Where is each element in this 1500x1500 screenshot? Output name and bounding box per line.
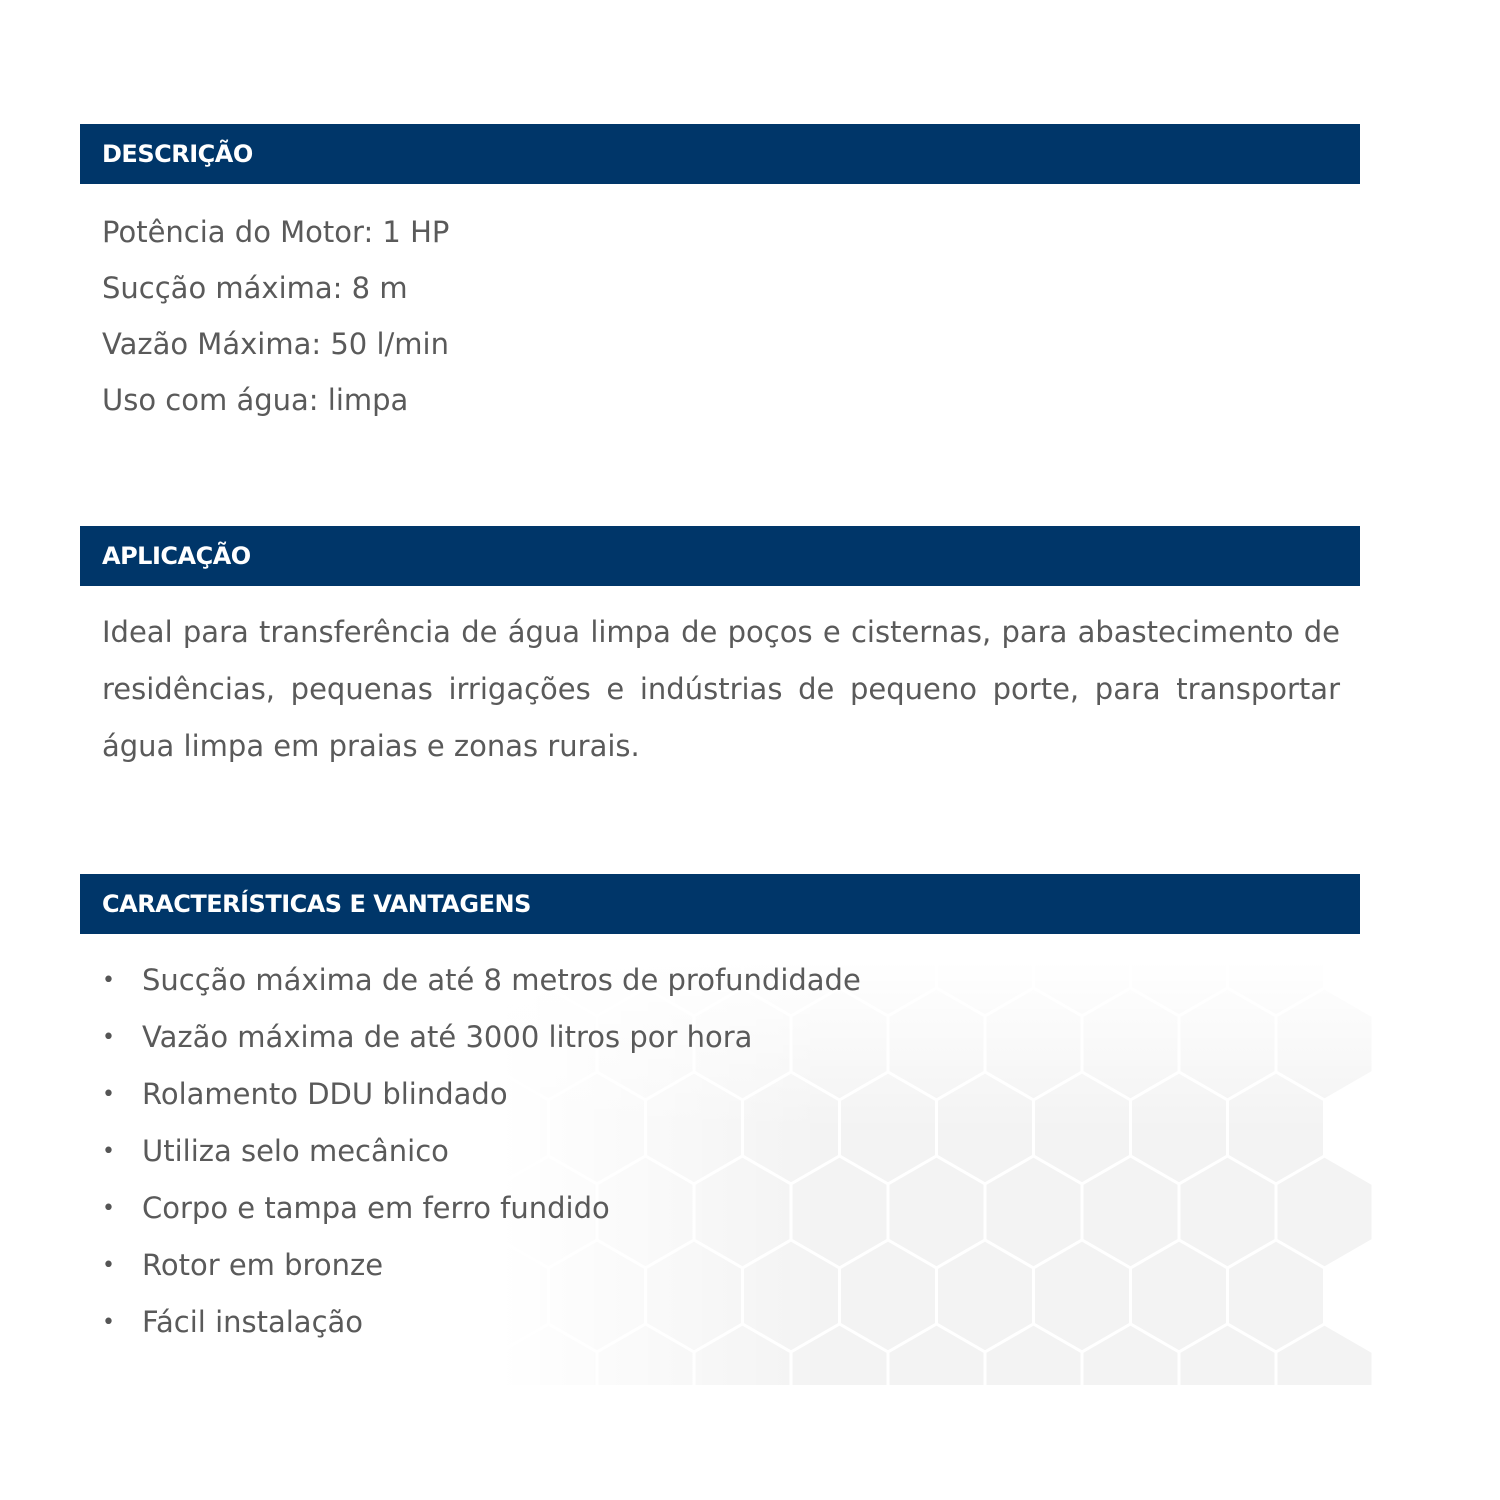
application-paragraph: Ideal para transferência de água limpa de poços e cisternas, para abastecimento de residências, pequenas irrigações e indústrias de pequeno porte, para transportar água limpa em praias e zonas rurais. <box>102 615 1340 763</box>
bullet-icon: • <box>102 1025 115 1050</box>
description-line: Vazão Máxima: 50 l/min <box>102 327 449 361</box>
feature-item <box>102 1180 861 1237</box>
feature-text: Utiliza selo mecânico <box>142 1134 449 1168</box>
feature-item <box>102 1294 861 1351</box>
description-line: Potência do Motor: 1 HP <box>102 215 450 249</box>
section-title-descricao: DESCRIÇÃO <box>102 140 253 168</box>
feature-text: Vazão máxima de até 3000 litros por hora <box>142 1020 753 1054</box>
feature-text: Fácil instalação <box>142 1305 364 1339</box>
bullet-icon: • <box>102 1310 115 1335</box>
description-line: Uso com água: limpa <box>102 383 409 417</box>
section-header-descricao <box>80 124 1360 184</box>
feature-item <box>102 952 861 1009</box>
bullet-icon: • <box>102 1082 115 1107</box>
section-title-aplicacao: APLICAÇÃO <box>102 542 251 570</box>
feature-item <box>102 1123 861 1180</box>
bullet-icon: • <box>102 1253 115 1278</box>
bullet-icon: • <box>102 1139 115 1164</box>
section-header-aplicacao <box>80 526 1360 586</box>
description-line: Sucção máxima: 8 m <box>102 271 408 305</box>
feature-text: Sucção máxima de até 8 metros de profundidade <box>142 963 861 997</box>
feature-text: Corpo e tampa em ferro fundido <box>142 1191 610 1225</box>
section-title-caracteristicas: CARACTERÍSTICAS E VANTAGENS <box>102 890 531 918</box>
bullet-icon: • <box>102 968 115 993</box>
description-list <box>102 204 449 428</box>
feature-text: Rotor em bronze <box>142 1248 384 1282</box>
feature-item <box>102 1237 861 1294</box>
feature-text: Rolamento DDU blindado <box>142 1077 508 1111</box>
features-list <box>102 952 861 1351</box>
feature-item <box>102 1009 861 1066</box>
feature-item <box>102 1066 861 1123</box>
section-header-caracteristicas <box>80 874 1360 934</box>
bullet-icon: • <box>102 1196 115 1221</box>
